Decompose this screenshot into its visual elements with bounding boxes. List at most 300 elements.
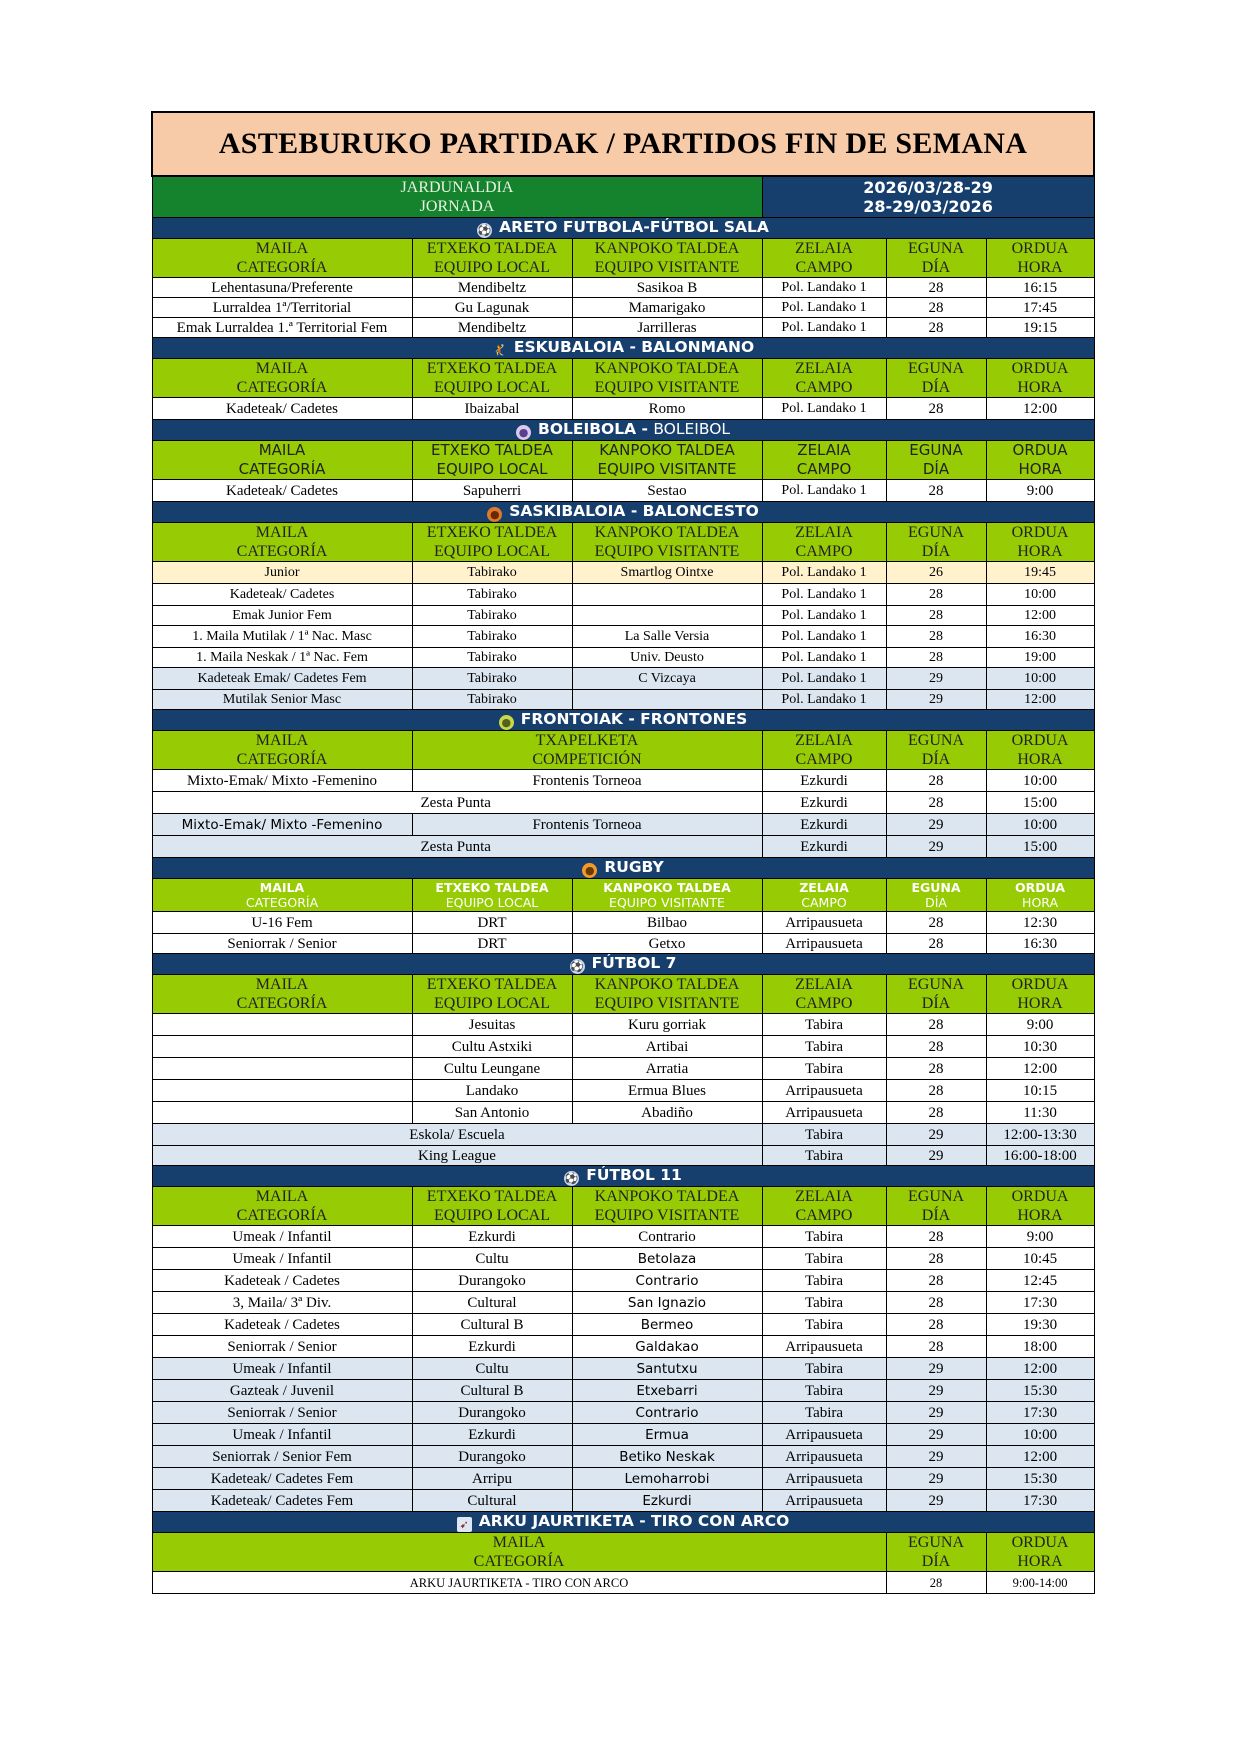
header-text: CATEGORÍA: [236, 995, 328, 1012]
table-cell: Betolaza: [572, 1248, 762, 1270]
header-visit: [572, 523, 762, 562]
table-row: [152, 318, 1094, 338]
header-text: ETXEKO TALDEA: [435, 880, 549, 895]
header-hora: [986, 1533, 1094, 1572]
header-text: ETXEKO TALDEA: [426, 240, 558, 257]
table-cell: Ezkurdi: [412, 1424, 572, 1446]
table-cell: 10:00: [986, 814, 1094, 836]
table-cell: Tabira: [762, 1146, 886, 1166]
table-cell: Kadeteak/ Cadetes: [152, 398, 412, 420]
header-text: ETXEKO TALDEA: [426, 524, 558, 541]
table-row: [152, 1402, 1094, 1424]
section-futsal-label: ARETO FUTBOLA-FÚTBOL SALA: [499, 218, 769, 236]
header-local: [412, 359, 572, 398]
table-cell: Seniorrak / Senior: [152, 1336, 412, 1358]
table-cell: 10:00: [986, 584, 1094, 606]
table-cell: Kadeteak Emak/ Cadetes Fem: [152, 668, 412, 690]
table-cell: Zesta Punta: [152, 792, 762, 814]
table-row: [152, 934, 1094, 954]
header-text: MAILA: [255, 732, 309, 749]
header-text: CAMPO: [795, 751, 853, 768]
header-text: [575, 880, 760, 895]
header-text: CATEGORÍA: [236, 751, 328, 768]
table-cell: Pol. Landako 1: [762, 690, 886, 710]
table-cell: 19:00: [986, 648, 1094, 668]
header-text: EQUIPO LOCAL: [434, 379, 550, 396]
table-cell: Cultural: [412, 1490, 572, 1512]
header-text: [889, 880, 984, 895]
header-text: HORA: [1018, 460, 1062, 478]
table-cell: 28: [886, 1314, 986, 1336]
header-text: CATEGORÍA: [473, 1553, 565, 1570]
table-cell: Arripausueta: [762, 1490, 886, 1512]
header-dia: [886, 731, 986, 770]
header-text: ORDUA: [1011, 976, 1069, 993]
table-cell: Kadeteak/ Cadetes Fem: [152, 1490, 412, 1512]
table-cell: Ibaizabal: [412, 398, 572, 420]
header-text: EQUIPO VISITANTE: [594, 379, 740, 396]
table-row: [152, 1080, 1094, 1102]
table-cell: Umeak / Infantil: [152, 1248, 412, 1270]
header-text: EGUNA: [908, 1534, 964, 1551]
table-cell: DRT: [412, 934, 572, 954]
table-row: [152, 1424, 1094, 1446]
section-archery-label: ARKU JAURTIKETA - TIRO CON ARCO: [478, 1512, 790, 1530]
table-row: [152, 626, 1094, 648]
page-title: ASTEBURUKO PARTIDAK / PARTIDOS FIN DE SEMANA: [152, 112, 1094, 176]
header-text: EGUNA: [911, 880, 961, 895]
table-cell: [152, 1080, 412, 1102]
jornada-date-1: 2026/03/28-29: [863, 178, 993, 197]
table-cell: Tabira: [762, 1248, 886, 1270]
header-text: ZELAIA: [795, 524, 853, 541]
table-cell: Arripausueta: [762, 1446, 886, 1468]
table-cell: Emak Lurraldea 1.ª Territorial Fem: [152, 318, 412, 338]
header-text: DÍA: [922, 460, 950, 478]
header-dia: [886, 523, 986, 562]
table-cell: 28: [886, 648, 986, 668]
table-cell: 29: [886, 814, 986, 836]
header-text: ORDUA: [1011, 524, 1069, 541]
table-cell: Seniorrak / Senior Fem: [152, 1446, 412, 1468]
header-text: CAMPO: [796, 460, 852, 478]
table-cell: Tabira: [762, 1014, 886, 1036]
table-cell: 28: [886, 480, 986, 502]
table-cell: Cultural: [412, 1292, 572, 1314]
header-text: CATEGORÍA: [245, 895, 319, 910]
table-cell: U-16 Fem: [152, 912, 412, 934]
header-text: CATEGORÍA: [238, 460, 326, 478]
jornada-label-es: JORNADA: [419, 198, 495, 215]
header-text: HORA: [1017, 1207, 1063, 1224]
table-cell: Arripausueta: [762, 1102, 886, 1124]
table-cell: [152, 1036, 412, 1058]
header-text: MAILA: [255, 1188, 309, 1205]
header-text: ZELAIA: [797, 441, 851, 459]
header-text: DÍA: [921, 543, 951, 560]
table-cell: Bilbao: [572, 912, 762, 934]
table-cell: Durangoko: [412, 1270, 572, 1292]
table-cell: 16:00-18:00: [986, 1146, 1094, 1166]
header-local: [412, 879, 572, 912]
table-cell: 28: [886, 1572, 986, 1594]
table-cell: 12:30: [986, 912, 1094, 934]
table-cell: Pol. Landako 1: [762, 298, 886, 318]
header-visit: [572, 359, 762, 398]
header-dia: [886, 359, 986, 398]
table-cell: Ermua Blues: [572, 1080, 762, 1102]
header-text: EQUIPO VISITANTE: [594, 259, 740, 276]
table-cell: Arripausueta: [762, 912, 886, 934]
table-cell: Tabirako: [412, 584, 572, 606]
header-text: ZELAIA: [799, 880, 849, 895]
table-cell: Contrario: [572, 1270, 762, 1292]
section-futbol11-title: [152, 1166, 1094, 1187]
header-visit: [572, 441, 762, 480]
table-cell: Contrario: [572, 1226, 762, 1248]
table-cell: 12:00: [986, 1446, 1094, 1468]
header-text: EQUIPO VISITANTE: [594, 1207, 740, 1224]
table-cell: 28: [886, 584, 986, 606]
table-cell: Kadeteak/ Cadetes: [152, 584, 412, 606]
table-cell: 9:00: [986, 1014, 1094, 1036]
header-text: ETXEKO TALDEA: [431, 441, 553, 459]
header-text: ZELAIA: [795, 732, 853, 749]
table-cell: Kadeteak/ Cadetes Fem: [152, 1468, 412, 1490]
table-cell: Tabira: [762, 1124, 886, 1146]
table-cell: Tabira: [762, 1402, 886, 1424]
header-text: ZELAIA: [795, 1188, 853, 1205]
table-cell: Gazteak / Juvenil: [152, 1380, 412, 1402]
table-cell: 17:30: [986, 1402, 1094, 1424]
header-text: [765, 880, 884, 895]
table-cell: Pol. Landako 1: [762, 626, 886, 648]
header-dia: [886, 975, 986, 1014]
header-text: KANPOKO TALDEA: [603, 880, 731, 895]
table-cell: Kadeteak / Cadetes: [152, 1270, 412, 1292]
header-text: EQUIPO LOCAL: [434, 259, 550, 276]
table-row: [152, 1314, 1094, 1336]
header-text: EQUIPO LOCAL: [445, 895, 539, 910]
section-handball-title: [152, 338, 1094, 359]
header-text: CAMPO: [795, 379, 853, 396]
header-text: MAILA: [255, 240, 309, 257]
table-cell: Tabira: [762, 1358, 886, 1380]
table-cell: 28: [886, 934, 986, 954]
table-row: [152, 1014, 1094, 1036]
handball-player-icon: 🤾: [492, 344, 507, 357]
table-cell: Cultu Leungane: [412, 1058, 572, 1080]
table-row: [152, 398, 1094, 420]
table-cell: Tabira: [762, 1292, 886, 1314]
table-row: [152, 814, 1094, 836]
soccer-ball-icon: ⚽: [570, 960, 584, 973]
table-cell: 28: [886, 626, 986, 648]
header-text: EQUIPO VISITANTE: [594, 543, 740, 560]
header-text: ORDUA: [1011, 1534, 1069, 1551]
table-cell: 28: [886, 1336, 986, 1358]
table-row: [152, 562, 1094, 584]
table-row: [152, 1124, 1094, 1146]
table-cell: 28: [886, 606, 986, 626]
table-cell: Tabira: [762, 1380, 886, 1402]
header-text: MAILA: [255, 524, 309, 541]
header-text: TXAPELKETA: [535, 732, 639, 749]
header-local: [412, 441, 572, 480]
table-cell: 10:00: [986, 668, 1094, 690]
header-visit: [572, 975, 762, 1014]
table-cell: Arratia: [572, 1058, 762, 1080]
table-cell: Seniorrak / Senior: [152, 934, 412, 954]
header-text: [155, 880, 410, 895]
table-row: [152, 1336, 1094, 1358]
section-futbol7-label: FÚTBOL 7: [591, 954, 677, 972]
table-cell: Seniorrak / Senior: [152, 1402, 412, 1424]
table-cell: 17:45: [986, 298, 1094, 318]
header-text: ETXEKO TALDEA: [426, 1188, 558, 1205]
header-text: DÍA: [921, 995, 951, 1012]
bow-arrow-icon: ➹: [457, 1517, 472, 1532]
table-cell: Univ. Deusto: [572, 648, 762, 668]
header-dia: [886, 1533, 986, 1572]
header-text: MAILA: [255, 976, 309, 993]
header-text: KANPOKO TALDEA: [599, 441, 735, 459]
table-row: [152, 1446, 1094, 1468]
header-text: ORDUA: [1011, 240, 1069, 257]
table-cell: 10:00: [986, 770, 1094, 792]
soccer-ball-icon: ⚽: [564, 1172, 579, 1185]
table-cell: 18:00: [986, 1336, 1094, 1358]
header-text: EGUNA: [909, 441, 963, 459]
table-cell: 29: [886, 1402, 986, 1424]
section-volleyball-title: [152, 420, 1094, 441]
table-row: [152, 792, 1094, 814]
header-text: DÍA: [921, 259, 951, 276]
table-cell: 28: [886, 1014, 986, 1036]
table-cell: Lehentasuna/Preferente: [152, 278, 412, 298]
table-cell: Tabirako: [412, 668, 572, 690]
header-text: ZELAIA: [795, 360, 853, 377]
header-text: KANPOKO TALDEA: [594, 360, 740, 377]
table-cell: Cultural B: [412, 1314, 572, 1336]
header-text: MAILA: [258, 441, 306, 459]
header-hora: [986, 879, 1094, 912]
table-cell: Pol. Landako 1: [762, 584, 886, 606]
table-row: [152, 1146, 1094, 1166]
header-text: EGUNA: [908, 240, 964, 257]
header-text: CAMPO: [795, 995, 853, 1012]
table-cell: 10:30: [986, 1036, 1094, 1058]
table-cell: 28: [886, 1080, 986, 1102]
jornada-label-eu: JARDUNALDIA: [400, 179, 514, 196]
table-cell: Getxo: [572, 934, 762, 954]
table-cell: 29: [886, 1446, 986, 1468]
table-row: [152, 1358, 1094, 1380]
header-text: [415, 880, 570, 895]
header-text: HORA: [1017, 995, 1063, 1012]
table-cell: Tabira: [762, 1058, 886, 1080]
header-text: DÍA: [921, 379, 951, 396]
header-text: CATEGORÍA: [236, 259, 328, 276]
table-cell: Tabirako: [412, 648, 572, 668]
volleyball-icon: ●: [516, 425, 531, 440]
header-campo: [762, 359, 886, 398]
table-row: [152, 912, 1094, 934]
section-handball-label: ESKUBALOIA - BALONMANO: [513, 338, 755, 356]
header-text: DÍA: [921, 1207, 951, 1224]
table-cell: 1. Maila Mutilak / 1ª Nac. Masc: [152, 626, 412, 648]
table-cell: Umeak / Infantil: [152, 1424, 412, 1446]
header-maila: [152, 731, 412, 770]
table-cell: 15:30: [986, 1380, 1094, 1402]
table-cell: Ezkurdi: [762, 836, 886, 858]
table-cell: Cultu: [412, 1358, 572, 1380]
table-cell: 10:15: [986, 1080, 1094, 1102]
soccer-ball-icon: ⚽: [477, 224, 492, 237]
header-dia: [886, 441, 986, 480]
table-row: [152, 278, 1094, 298]
header-text: DÍA: [921, 751, 951, 768]
table-cell: [572, 606, 762, 626]
table-cell: Ezkurdi: [412, 1226, 572, 1248]
table-row: [152, 668, 1094, 690]
header-campo: [762, 441, 886, 480]
table-cell: Tabira: [762, 1036, 886, 1058]
table-cell: 29: [886, 1124, 986, 1146]
table-cell: 19:15: [986, 318, 1094, 338]
table-cell: 28: [886, 1102, 986, 1124]
table-cell: 12:00: [986, 1358, 1094, 1380]
table-cell: 12:00: [986, 606, 1094, 626]
table-cell: Tabirako: [412, 562, 572, 584]
header-text: CATEGORÍA: [236, 543, 328, 560]
table-cell: Kuru gorriak: [572, 1014, 762, 1036]
table-row: [152, 480, 1094, 502]
table-cell: 29: [886, 1380, 986, 1402]
table-cell: 29: [886, 1358, 986, 1380]
table-cell: Santutxu: [572, 1358, 762, 1380]
header-text: ETXEKO TALDEA: [426, 976, 558, 993]
table-row: [152, 1036, 1094, 1058]
header-text: CAMPO: [795, 543, 853, 560]
table-cell: 28: [886, 298, 986, 318]
header-dia: [886, 879, 986, 912]
table-cell: Emak Junior Fem: [152, 606, 412, 626]
table-cell: King League: [152, 1146, 762, 1166]
section-basketball-title: [152, 502, 1094, 523]
header-maila: [152, 1187, 412, 1226]
header-text: KANPOKO TALDEA: [594, 240, 740, 257]
table-cell: 19:30: [986, 1314, 1094, 1336]
header-maila: [152, 1533, 886, 1572]
table-cell: Pol. Landako 1: [762, 648, 886, 668]
table-cell: Contrario: [572, 1402, 762, 1424]
table-cell: 28: [886, 1248, 986, 1270]
header-text: EGUNA: [908, 1188, 964, 1205]
table-cell: Mendibeltz: [412, 278, 572, 298]
table-cell: Tabirako: [412, 626, 572, 648]
table-row: [152, 1572, 1094, 1594]
table-cell: Pol. Landako 1: [762, 278, 886, 298]
header-hora: [986, 1187, 1094, 1226]
header-text: MAILA: [255, 360, 309, 377]
table-cell: Arripausueta: [762, 1424, 886, 1446]
table-cell: DRT: [412, 912, 572, 934]
table-cell: Durangoko: [412, 1402, 572, 1424]
section-rugby-title: [152, 858, 1094, 879]
table-cell: 29: [886, 1146, 986, 1166]
header-dia: [886, 239, 986, 278]
table-cell: Ezkurdi: [762, 814, 886, 836]
jornada-label: [152, 176, 762, 218]
header-dia: [886, 1187, 986, 1226]
table-cell: Tabirako: [412, 690, 572, 710]
header-text: ORDUA: [1015, 880, 1066, 895]
table-cell: Ermua: [572, 1424, 762, 1446]
table-cell: Junior: [152, 562, 412, 584]
table-cell: 28: [886, 278, 986, 298]
header-text: ZELAIA: [795, 240, 853, 257]
table-cell: 15:00: [986, 836, 1094, 858]
table-cell: Galdakao: [572, 1336, 762, 1358]
table-cell: 3, Maila/ 3ª Div.: [152, 1292, 412, 1314]
header-campo: [762, 731, 886, 770]
table-cell: [152, 1102, 412, 1124]
header-local: [412, 1187, 572, 1226]
table-cell: Mendibeltz: [412, 318, 572, 338]
jornada-date: [762, 176, 1094, 218]
table-cell: Mamarigako: [572, 298, 762, 318]
table-cell: 10:45: [986, 1248, 1094, 1270]
table-cell: 29: [886, 1424, 986, 1446]
table-cell: 29: [886, 668, 986, 690]
table-cell: 12:00: [986, 1058, 1094, 1080]
table-row: [152, 1292, 1094, 1314]
table-cell: Mixto-Emak/ Mixto -Femenino: [152, 814, 412, 836]
table-cell: Frontenis Torneoa: [412, 770, 762, 792]
table-cell: Umeak / Infantil: [152, 1358, 412, 1380]
header-text: ORDUA: [1011, 1188, 1069, 1205]
table-cell: 28: [886, 398, 986, 420]
header-text: ORDUA: [1011, 360, 1069, 377]
table-cell: Ezkurdi: [412, 1336, 572, 1358]
header-text: EGUNA: [908, 524, 964, 541]
rugby-ball-icon: ●: [582, 863, 597, 878]
header-text: ZELAIA: [795, 976, 853, 993]
section-futbol11-label: FÚTBOL 11: [586, 1166, 682, 1184]
header-text: EQUIPO LOCAL: [436, 460, 548, 478]
table-cell: 28: [886, 318, 986, 338]
header-comp: [412, 731, 762, 770]
header-campo: [762, 975, 886, 1014]
table-row: [152, 1226, 1094, 1248]
table-cell: 26: [886, 562, 986, 584]
table-cell: Pol. Landako 1: [762, 398, 886, 420]
header-text: CATEGORÍA: [236, 379, 328, 396]
table-cell: Sasikoa B: [572, 278, 762, 298]
table-cell: 28: [886, 1292, 986, 1314]
table-cell: Lemoharrobi: [572, 1468, 762, 1490]
table-cell: 16:30: [986, 934, 1094, 954]
table-cell: 28: [886, 792, 986, 814]
table-row: [152, 1490, 1094, 1512]
header-campo: [762, 879, 886, 912]
table-cell: 9:00-14:00: [986, 1572, 1094, 1594]
section-futbol7-title: [152, 954, 1094, 975]
table-cell: 16:30: [986, 626, 1094, 648]
table-cell: Jesuitas: [412, 1014, 572, 1036]
table-cell: Ezkurdi: [762, 770, 886, 792]
